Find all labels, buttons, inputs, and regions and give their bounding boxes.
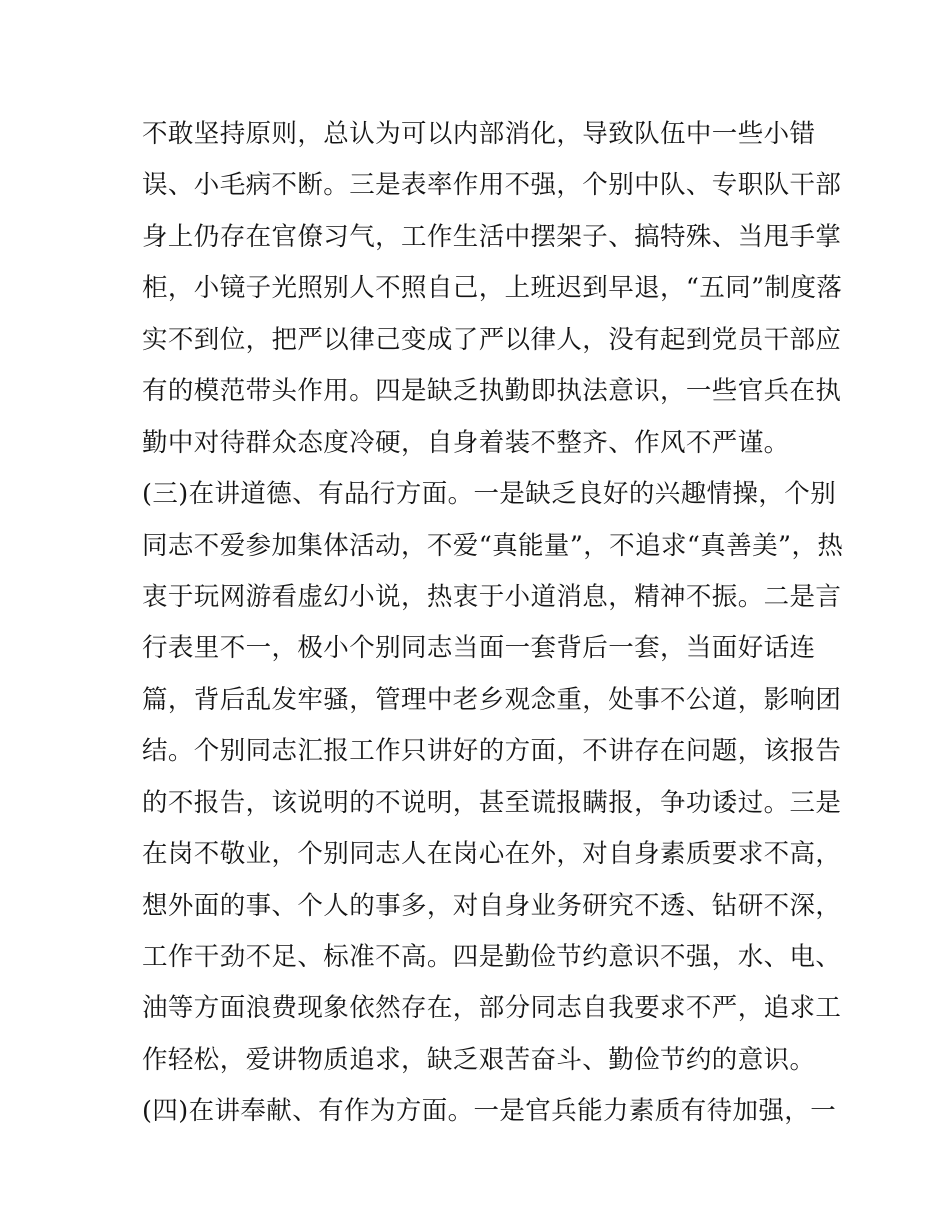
- text-line: 篇，背后乱发牢骚，管理中老乡观念重，处事不公道，影响团: [142, 684, 842, 715]
- text-line: 有的模范带头作用。四是缺乏执勤即执法意识，一些官兵在执: [142, 376, 842, 407]
- text-line: 油等方面浪费现象依然存在，部分同志自我要求不严，追求工: [142, 993, 842, 1024]
- body-text: [142, 109, 844, 1138]
- text-line: 的不报告，该说明的不说明，甚至谎报瞒报，争功诿过。三是: [142, 787, 842, 818]
- section-heading-line: (三)在讲道德、有品行方面。一是缺乏良好的兴趣情操，个别: [142, 479, 837, 510]
- text-line: 工作干劲不足、标准不高。四是勤俭节约意识不强，水、电、: [142, 942, 842, 972]
- text-line: 同志不爱参加集体活动，不爱“真能量”，不追求“真善美”，热: [142, 530, 844, 561]
- text-line: 想外面的事、个人的事多，对自身业务研究不透、钻研不深，: [142, 890, 842, 921]
- text-line: 行表里不一，极小个别同志当面一套背后一套，当面好话连: [142, 633, 816, 664]
- text-line: 衷于玩网游看虚幻小说，热衷于小道消息，精神不振。二是言: [142, 581, 842, 612]
- text-line: 不敢坚持原则，总认为可以内部消化，导致队伍中一些小错: [142, 119, 816, 149]
- text-line: 身上仍存在官僚习气，工作生活中摆架子、搞特殊、当甩手掌: [142, 221, 842, 252]
- text-line: 勤中对待群众态度冷硬，自身着装不整齐、作风不严谨。: [142, 427, 790, 458]
- text-line: 柜，小镜子光照别人不照自己，上班迟到早退，“五同”制度落: [142, 273, 843, 304]
- text-line: 实不到位，把严以律己变成了严以律人，没有起到党员干部应: [142, 324, 842, 355]
- text-line: 作轻松，爱讲物质追求，缺乏艰苦奋斗、勤俭节约的意识。: [142, 1044, 816, 1075]
- text-line: 误、小毛病不断。三是表率作用不强，个别中队、专职队干部: [142, 170, 842, 201]
- text-line: 在岗不敬业，个别同志人在岗心在外，对自身素质要求不高，: [142, 839, 842, 870]
- section-heading-line: (四)在讲奉献、有作为方面。一是官兵能力素质有待加强，一: [142, 1096, 837, 1127]
- text-line: 结。个别同志汇报工作只讲好的方面，不讲存在问题，该报告: [142, 736, 842, 767]
